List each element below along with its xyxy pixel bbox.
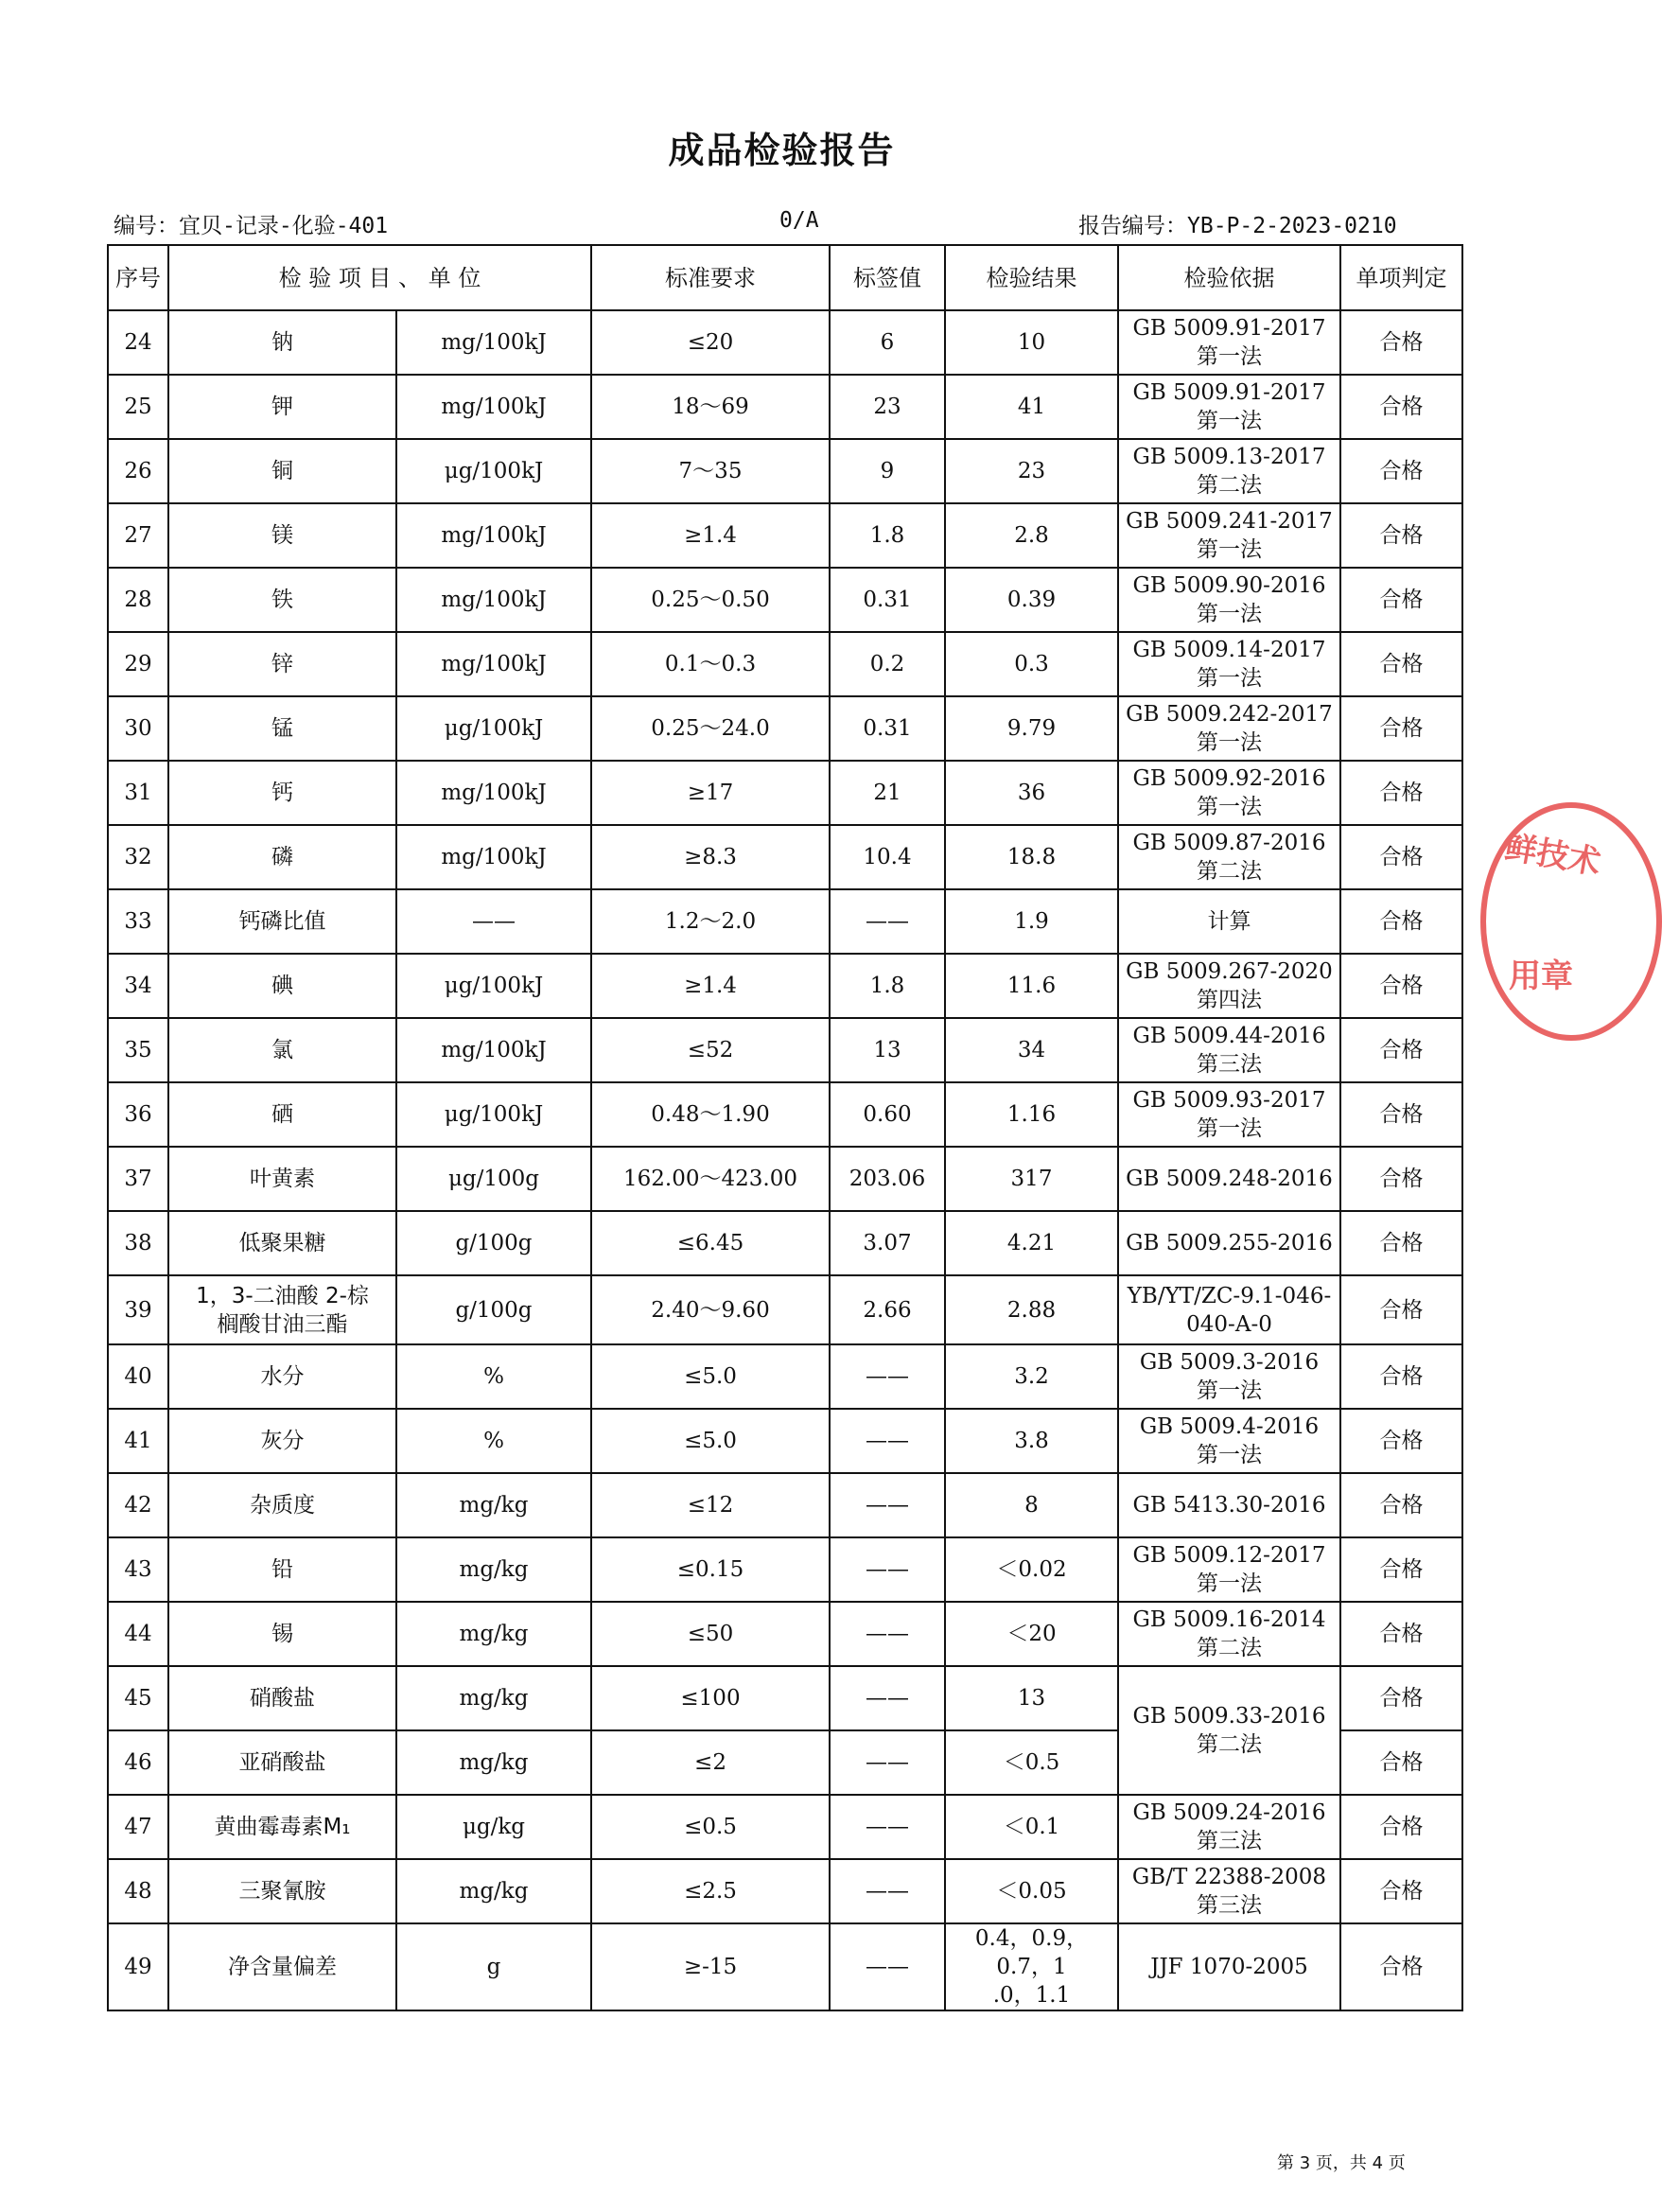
cell-result: 34 xyxy=(945,1018,1118,1082)
cell-basis: 计算 xyxy=(1118,889,1340,954)
cell-seq: 30 xyxy=(108,696,168,761)
cell-label-value: 13 xyxy=(830,1018,945,1082)
cell-judgement: 合格 xyxy=(1340,503,1462,568)
cell-standard: 0.1～0.3 xyxy=(591,632,830,696)
cell-unit: —— xyxy=(396,889,591,954)
cell-seq: 45 xyxy=(108,1666,168,1730)
cell-standard: 0.25～24.0 xyxy=(591,696,830,761)
stamp-text-top: 鲜技术 xyxy=(1501,828,1604,883)
cell-unit: g xyxy=(396,1923,591,2010)
cell-basis: GB 5009.242-2017 第一法 xyxy=(1118,696,1340,761)
cell-item-name: 亚硝酸盐 xyxy=(168,1730,396,1795)
cell-unit: mg/kg xyxy=(396,1602,591,1666)
cell-result: 317 xyxy=(945,1147,1118,1211)
cell-result: 23 xyxy=(945,439,1118,503)
cell-seq: 37 xyxy=(108,1147,168,1211)
cell-judgement: 合格 xyxy=(1340,954,1462,1018)
table-row xyxy=(108,1602,1462,1666)
cell-seq: 35 xyxy=(108,1018,168,1082)
cell-unit: mg/kg xyxy=(396,1666,591,1730)
table-row xyxy=(108,503,1462,568)
cell-standard: 0.48～1.90 xyxy=(591,1082,830,1147)
cell-unit: mg/kg xyxy=(396,1537,591,1602)
cell-seq: 32 xyxy=(108,825,168,889)
cell-judgement: 合格 xyxy=(1340,1211,1462,1275)
cell-basis: GB 5009.93-2017 第一法 xyxy=(1118,1082,1340,1147)
cell-judgement: 合格 xyxy=(1340,1602,1462,1666)
cell-standard: ≤20 xyxy=(591,310,830,375)
table-row xyxy=(108,1082,1462,1147)
cell-label-value: 1.8 xyxy=(830,954,945,1018)
cell-unit: mg/kg xyxy=(396,1859,591,1923)
cell-label-value: —— xyxy=(830,1666,945,1730)
cell-unit: mg/100kJ xyxy=(396,503,591,568)
cell-judgement: 合格 xyxy=(1340,1859,1462,1923)
cell-seq: 49 xyxy=(108,1923,168,2010)
cell-basis: GB 5009.3-2016 第一法 xyxy=(1118,1344,1340,1409)
table-row xyxy=(108,1859,1462,1923)
table-row xyxy=(108,696,1462,761)
cell-standard: 2.40～9.60 xyxy=(591,1275,830,1344)
cell-judgement: 合格 xyxy=(1340,825,1462,889)
cell-judgement: 合格 xyxy=(1340,375,1462,439)
inspection-table xyxy=(107,244,1463,2011)
cell-label-value: —— xyxy=(830,1537,945,1602)
record-code: 编号：宜贝-记录-化验-401 xyxy=(114,214,389,238)
cell-unit: mg/kg xyxy=(396,1730,591,1795)
cell-unit: g/100g xyxy=(396,1275,591,1344)
cell-label-value: —— xyxy=(830,1409,945,1473)
cell-item-name: 镁 xyxy=(168,503,396,568)
cell-seq: 46 xyxy=(108,1730,168,1795)
cell-standard: 1.2～2.0 xyxy=(591,889,830,954)
cell-label-value: 0.60 xyxy=(830,1082,945,1147)
table-row xyxy=(108,439,1462,503)
cell-item-name: 黄曲霉毒素M₁ xyxy=(168,1795,396,1859)
header-result: 检验结果 xyxy=(945,245,1118,310)
cell-result: 18.8 xyxy=(945,825,1118,889)
table-row xyxy=(108,889,1462,954)
cell-judgement: 合格 xyxy=(1340,696,1462,761)
cell-standard: 0.25～0.50 xyxy=(591,568,830,632)
cell-item-name: 净含量偏差 xyxy=(168,1923,396,2010)
cell-basis: JJF 1070-2005 xyxy=(1118,1923,1340,2010)
table-row xyxy=(108,1211,1462,1275)
cell-item-name: 钙 xyxy=(168,761,396,825)
cell-basis: GB 5009.92-2016 第一法 xyxy=(1118,761,1340,825)
cell-unit: mg/100kJ xyxy=(396,568,591,632)
cell-basis: GB 5009.91-2017 第一法 xyxy=(1118,375,1340,439)
header-item: 检 验 项 目 、 单 位 xyxy=(168,245,591,310)
cell-item-name: 铅 xyxy=(168,1537,396,1602)
cell-unit: mg/100kJ xyxy=(396,825,591,889)
table-row xyxy=(108,1018,1462,1082)
cell-item-name: 三聚氰胺 xyxy=(168,1859,396,1923)
cell-item-name: 锌 xyxy=(168,632,396,696)
header-seq: 序号 xyxy=(108,245,168,310)
cell-standard: ≤6.45 xyxy=(591,1211,830,1275)
cell-judgement: 合格 xyxy=(1340,761,1462,825)
cell-result: 11.6 xyxy=(945,954,1118,1018)
cell-result: 2.88 xyxy=(945,1275,1118,1344)
cell-result: 2.8 xyxy=(945,503,1118,568)
cell-unit: g/100g xyxy=(396,1211,591,1275)
table-row xyxy=(108,954,1462,1018)
cell-seq: 42 xyxy=(108,1473,168,1537)
cell-basis: GB 5009.91-2017 第一法 xyxy=(1118,310,1340,375)
cell-standard: ≤100 xyxy=(591,1666,830,1730)
cell-judgement: 合格 xyxy=(1340,1344,1462,1409)
cell-seq: 36 xyxy=(108,1082,168,1147)
cell-basis: GB/T 22388-2008 第三法 xyxy=(1118,1859,1340,1923)
cell-label-value: —— xyxy=(830,1859,945,1923)
table-row xyxy=(108,568,1462,632)
cell-standard: 162.00～423.00 xyxy=(591,1147,830,1211)
cell-standard: ≤52 xyxy=(591,1018,830,1082)
cell-unit: mg/100kJ xyxy=(396,375,591,439)
cell-judgement: 合格 xyxy=(1340,568,1462,632)
cell-seq: 24 xyxy=(108,310,168,375)
cell-judgement: 合格 xyxy=(1340,1923,1462,2010)
table-row xyxy=(108,761,1462,825)
cell-item-name: 硝酸盐 xyxy=(168,1666,396,1730)
cell-seq: 48 xyxy=(108,1859,168,1923)
cell-unit: μg/100kJ xyxy=(396,439,591,503)
cell-label-value: 0.31 xyxy=(830,568,945,632)
cell-standard: ≤2 xyxy=(591,1730,830,1795)
cell-label-value: —— xyxy=(830,1795,945,1859)
cell-seq: 39 xyxy=(108,1275,168,1344)
cell-standard: ≥1.4 xyxy=(591,503,830,568)
table-header-row xyxy=(108,245,1462,310)
cell-standard: ≥8.3 xyxy=(591,825,830,889)
header-label: 标签值 xyxy=(830,245,945,310)
cell-unit: μg/100g xyxy=(396,1147,591,1211)
cell-judgement: 合格 xyxy=(1340,439,1462,503)
table-row xyxy=(108,1923,1462,2010)
cell-result: 13 xyxy=(945,1666,1118,1730)
cell-item-name: 硒 xyxy=(168,1082,396,1147)
cell-basis: YB/YT/ZC-9.1-046- 040-A-0 xyxy=(1118,1275,1340,1344)
cell-label-value: 21 xyxy=(830,761,945,825)
cell-judgement: 合格 xyxy=(1340,1275,1462,1344)
cell-seq: 25 xyxy=(108,375,168,439)
table-row xyxy=(108,310,1462,375)
cell-seq: 44 xyxy=(108,1602,168,1666)
cell-judgement: 合格 xyxy=(1340,632,1462,696)
cell-result: 1.9 xyxy=(945,889,1118,954)
cell-result: 3.2 xyxy=(945,1344,1118,1409)
cell-seq: 41 xyxy=(108,1409,168,1473)
cell-label-value: 6 xyxy=(830,310,945,375)
cell-standard: ≤0.15 xyxy=(591,1537,830,1602)
cell-standard: 18～69 xyxy=(591,375,830,439)
report-title: 成品检验报告 xyxy=(668,130,896,171)
cell-judgement: 合格 xyxy=(1340,1018,1462,1082)
cell-basis: GB 5009.87-2016 第二法 xyxy=(1118,825,1340,889)
cell-basis: GB 5009.13-2017 第二法 xyxy=(1118,439,1340,503)
cell-unit: % xyxy=(396,1409,591,1473)
cell-judgement: 合格 xyxy=(1340,1730,1462,1795)
cell-label-value: 0.2 xyxy=(830,632,945,696)
cell-item-name: 磷 xyxy=(168,825,396,889)
cell-basis: GB 5413.30-2016 xyxy=(1118,1473,1340,1537)
cell-result: 9.79 xyxy=(945,696,1118,761)
cell-unit: μg/100kJ xyxy=(396,954,591,1018)
table-row xyxy=(108,1666,1462,1730)
cell-result: 41 xyxy=(945,375,1118,439)
table-row xyxy=(108,632,1462,696)
table-row xyxy=(108,1344,1462,1409)
cell-standard: ≤5.0 xyxy=(591,1409,830,1473)
cell-unit: μg/kg xyxy=(396,1795,591,1859)
cell-judgement: 合格 xyxy=(1340,1147,1462,1211)
cell-label-value: —— xyxy=(830,889,945,954)
cell-label-value: 2.66 xyxy=(830,1275,945,1344)
cell-judgement: 合格 xyxy=(1340,1409,1462,1473)
cell-standard: ≤0.5 xyxy=(591,1795,830,1859)
cell-result: 0.39 xyxy=(945,568,1118,632)
cell-label-value: —— xyxy=(830,1730,945,1795)
cell-item-name: 钠 xyxy=(168,310,396,375)
cell-judgement: 合格 xyxy=(1340,1537,1462,1602)
cell-basis: GB 5009.90-2016 第一法 xyxy=(1118,568,1340,632)
cell-standard: ≥1.4 xyxy=(591,954,830,1018)
cell-result: ＜0.1 xyxy=(945,1795,1118,1859)
cell-judgement: 合格 xyxy=(1340,1473,1462,1537)
cell-basis: GB 5009.24-2016 第三法 xyxy=(1118,1795,1340,1859)
table-row xyxy=(108,375,1462,439)
cell-basis: GB 5009.16-2014 第二法 xyxy=(1118,1602,1340,1666)
cell-standard: ≤50 xyxy=(591,1602,830,1666)
cell-seq: 29 xyxy=(108,632,168,696)
cell-seq: 31 xyxy=(108,761,168,825)
cell-basis: GB 5009.14-2017 第一法 xyxy=(1118,632,1340,696)
table-row xyxy=(108,825,1462,889)
cell-item-name: 锰 xyxy=(168,696,396,761)
cell-standard: ≥-15 xyxy=(591,1923,830,2010)
cell-judgement: 合格 xyxy=(1340,1795,1462,1859)
stamp-text-bottom: 用章 xyxy=(1509,957,1573,995)
cell-basis: GB 5009.44-2016 第三法 xyxy=(1118,1018,1340,1082)
table-row xyxy=(108,1537,1462,1602)
cell-standard: ≤12 xyxy=(591,1473,830,1537)
cell-label-value: —— xyxy=(830,1602,945,1666)
cell-item-name: 碘 xyxy=(168,954,396,1018)
cell-result: 0.4，0.9，0.7，1 .0，1.1 xyxy=(945,1923,1118,2010)
cell-item-name: 钾 xyxy=(168,375,396,439)
cell-unit: mg/100kJ xyxy=(396,1018,591,1082)
cell-standard: 7～35 xyxy=(591,439,830,503)
cell-seq: 26 xyxy=(108,439,168,503)
cell-seq: 38 xyxy=(108,1211,168,1275)
cell-unit: μg/100kJ xyxy=(396,696,591,761)
cell-result: ＜0.5 xyxy=(945,1730,1118,1795)
cell-result: 8 xyxy=(945,1473,1118,1537)
cell-seq: 40 xyxy=(108,1344,168,1409)
cell-standard: ≤2.5 xyxy=(591,1859,830,1923)
cell-unit: mg/100kJ xyxy=(396,310,591,375)
cell-judgement: 合格 xyxy=(1340,310,1462,375)
cell-standard: ≥17 xyxy=(591,761,830,825)
cell-seq: 27 xyxy=(108,503,168,568)
cell-seq: 33 xyxy=(108,889,168,954)
table-row xyxy=(108,1275,1462,1344)
cell-unit: % xyxy=(396,1344,591,1409)
table-row xyxy=(108,1409,1462,1473)
cell-label-value: 1.8 xyxy=(830,503,945,568)
cell-basis: GB 5009.33-2016 第二法 xyxy=(1118,1666,1340,1795)
cell-label-value: 203.06 xyxy=(830,1147,945,1211)
cell-seq: 34 xyxy=(108,954,168,1018)
cell-judgement: 合格 xyxy=(1340,889,1462,954)
red-seal-stamp xyxy=(1480,802,1662,1041)
cell-result: ＜0.02 xyxy=(945,1537,1118,1602)
version-code: 0/A xyxy=(779,208,819,233)
header-standard: 标准要求 xyxy=(591,245,830,310)
cell-result: 1.16 xyxy=(945,1082,1118,1147)
cell-result: 3.8 xyxy=(945,1409,1118,1473)
cell-label-value: —— xyxy=(830,1344,945,1409)
cell-basis: GB 5009.267-2020 第四法 xyxy=(1118,954,1340,1018)
cell-item-name: 杂质度 xyxy=(168,1473,396,1537)
cell-basis: GB 5009.12-2017 第一法 xyxy=(1118,1537,1340,1602)
cell-item-name: 铁 xyxy=(168,568,396,632)
cell-basis: GB 5009.4-2016 第一法 xyxy=(1118,1409,1340,1473)
cell-judgement: 合格 xyxy=(1340,1666,1462,1730)
cell-label-value: 9 xyxy=(830,439,945,503)
cell-result: ＜20 xyxy=(945,1602,1118,1666)
cell-label-value: 0.31 xyxy=(830,696,945,761)
cell-label-value: —— xyxy=(830,1473,945,1537)
cell-result: 0.3 xyxy=(945,632,1118,696)
cell-result: ＜0.05 xyxy=(945,1859,1118,1923)
cell-basis: GB 5009.255-2016 xyxy=(1118,1211,1340,1275)
cell-item-name: 氯 xyxy=(168,1018,396,1082)
cell-seq: 43 xyxy=(108,1537,168,1602)
cell-item-name: 水分 xyxy=(168,1344,396,1409)
cell-unit: mg/100kJ xyxy=(396,632,591,696)
cell-basis: GB 5009.248-2016 xyxy=(1118,1147,1340,1211)
cell-seq: 28 xyxy=(108,568,168,632)
cell-result: 10 xyxy=(945,310,1118,375)
cell-item-name: 叶黄素 xyxy=(168,1147,396,1211)
cell-result: 36 xyxy=(945,761,1118,825)
table-row xyxy=(108,1795,1462,1859)
cell-label-value: 10.4 xyxy=(830,825,945,889)
cell-standard: ≤5.0 xyxy=(591,1344,830,1409)
cell-unit: μg/100kJ xyxy=(396,1082,591,1147)
cell-item-name: 1，3-二油酸 2-棕 榈酸甘油三酯 xyxy=(168,1275,396,1344)
cell-unit: mg/100kJ xyxy=(396,761,591,825)
cell-item-name: 锡 xyxy=(168,1602,396,1666)
cell-label-value: —— xyxy=(830,1923,945,2010)
cell-seq: 47 xyxy=(108,1795,168,1859)
table-row xyxy=(108,1147,1462,1211)
cell-judgement: 合格 xyxy=(1340,1082,1462,1147)
cell-basis: GB 5009.241-2017 第一法 xyxy=(1118,503,1340,568)
cell-label-value: 23 xyxy=(830,375,945,439)
page-footer: 第 3 页，共 4 页 xyxy=(1277,2153,1406,2173)
header-judgement: 单项判定 xyxy=(1340,245,1462,310)
cell-result: 4.21 xyxy=(945,1211,1118,1275)
cell-item-name: 灰分 xyxy=(168,1409,396,1473)
header-basis: 检验依据 xyxy=(1118,245,1340,310)
cell-item-name: 铜 xyxy=(168,439,396,503)
cell-unit: mg/kg xyxy=(396,1473,591,1537)
table-row xyxy=(108,1473,1462,1537)
cell-item-name: 钙磷比值 xyxy=(168,889,396,954)
cell-item-name: 低聚果糖 xyxy=(168,1211,396,1275)
report-number: 报告编号：YB-P-2-2023-0210 xyxy=(1078,214,1397,238)
cell-label-value: 3.07 xyxy=(830,1211,945,1275)
